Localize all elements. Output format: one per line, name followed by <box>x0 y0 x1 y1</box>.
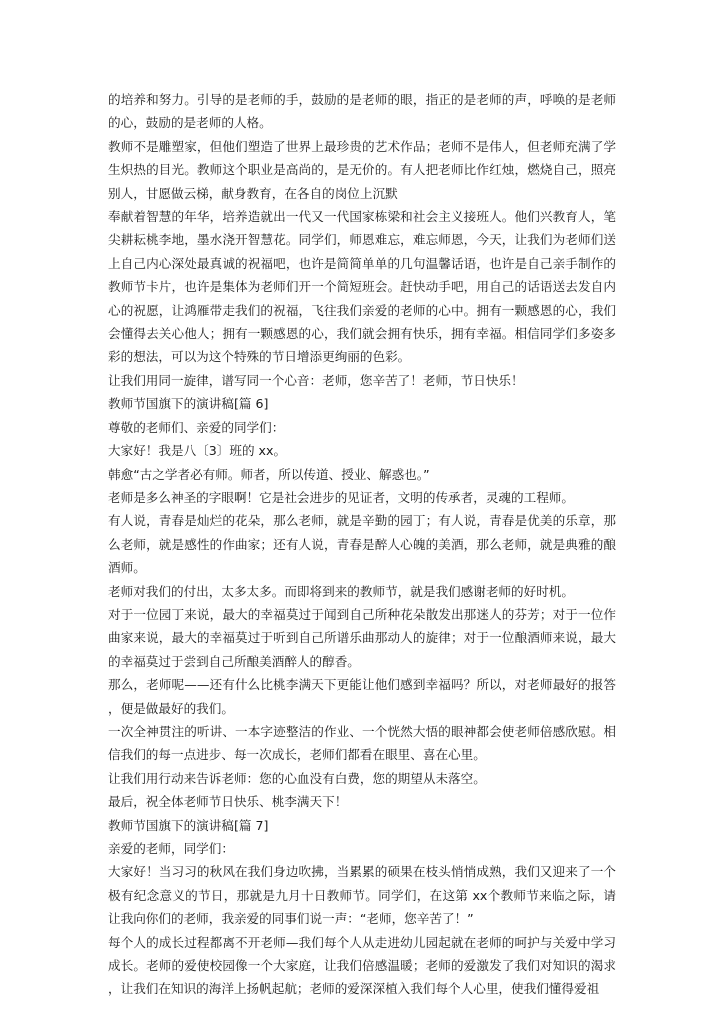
paragraph-4: 让我们用同一旋律，谱写同一个心音：老师，您辛苦了！老师，节日快乐！ <box>108 372 524 388</box>
paragraph-16: 最后，祝全体老师节日快乐、桃李满天下！ <box>108 794 348 810</box>
paragraph-12: 对于一位园丁来说，最大的幸福莫过于闻到自己所种花朵散发出那迷人的芬芳；对于一位作曲家来说，最大的幸福莫过于听到自己所谱乐曲那动人的旋律；对于一位酿酒师来说，最大的幸福莫过于尝到自己所酿美酒醉人的醇香。 <box>108 606 616 669</box>
section-heading-7: 教师节国旗下的演讲稿[篇 7] <box>108 817 269 833</box>
quote-paragraph: 韩愈“古之学者必有师。师者，所以传道、授业、解惑也。” <box>108 466 430 482</box>
paragraph-15: 让我们用行动来告诉老师：您的心血没有白费，您的期望从未落空。 <box>108 770 486 786</box>
salutation-6: 尊敬的老师们、亲爱的同学们： <box>108 419 285 435</box>
paragraph-11: 老师对我们的付出，太多太多。而即将到来的教师节，就是我们感谢老师的好时机。 <box>108 583 574 599</box>
paragraph-3: 奉献着智慧的年华，培养造就出一代又一代国家栋梁和社会主义接班人。他们兴教育人，笔尖耕耘桃李地，墨水浇开智慧花。同学们，师恩难忘，难忘师恩，今天，让我们为老师们送上自己内心深处最真诚的祝福吧，也许是简简单单的几句温馨话语，也许是自己亲手制作的教师节卡片，也许是集体为老师们开一个简短班会。赶快动手吧，用自己的话语送去发自内心的祝愿，让鸿雁带走我们的祝福，飞往我们亲爱的老师的心中。拥有一颗感恩的心，我们会懂得去关心他人；拥有一颗感恩的心，我们就会拥有快乐，拥有幸福。相信同学们多姿多彩的想法，可以为这个特殊的节日增添更绚丽的色彩。 <box>108 209 616 365</box>
paragraph-1: 的培养和努力。引导的是老师的手，鼓励的是老师的眼，指正的是老师的声，呼唤的是老师的心，鼓励的是老师的人格。 <box>108 92 616 131</box>
paragraph-14: 一次全神贯注的听讲、一本字迹整洁的作业、一个恍然大悟的眼神都会使老师倍感欣慰。相信我们的每一点进步、每一次成长，老师们都看在眼里、喜在心里。 <box>108 723 616 763</box>
paragraph-2: 教师不是雕塑家，但他们塑造了世界上最珍贵的艺术作品；老师不是伟人，但老师充满了学生炽热的目光。教师这个职业是高尚的，是无价的。有人把老师比作红烛，燃烧自己，照亮别人，甘愿做云梯，献身教育，在各自的岗位上沉默 <box>108 138 616 201</box>
paragraph-7: 大家好！我是八〔3〕班的 xx。 <box>108 443 287 459</box>
section-heading-6: 教师节国旗下的演讲稿[篇 6] <box>108 396 269 412</box>
paragraph-9: 老师是多么神圣的字眼啊！它是社会进步的见证者，文明的传承者，灵魂的工程师。 <box>108 489 574 505</box>
salutation-7: 亲爱的老师，同学们： <box>108 841 234 856</box>
paragraph-20: 每个人的成长过程都离不开老师—我们每个人从走进幼儿园起就在老师的呵护与关爱中学习成长。老师的爱使校园像一个大家庭，让我们倍感温暖；老师的爱激发了我们对知识的渴求，让我们在知识的海洋上扬帆起航；老师的爱深深植入我们每个人心里，使我们懂得爱祖 <box>108 934 616 997</box>
document-page <box>108 88 616 1001</box>
paragraph-13: 那么，老师呢——还有什么比桃李满天下更能让他们感到幸福吗？所以，对老师最好的报答，便是做最好的我们。 <box>108 677 616 716</box>
paragraph-19: 大家好！当习习的秋风在我们身边吹拂，当累累的硕果在枝头悄悄成熟，我们又迎来了一个极有纪念意义的节日，那就是九月十日教师节。同学们，在这第 xx个教师节来临之际，请让我向你们的老师，我亲爱的同事们说一声：“老师，您辛苦了！” <box>108 864 616 927</box>
paragraph-10: 有人说，青春是灿烂的花朵，那么老师，就是辛勤的园丁；有人说，青春是优美的乐章，那么老师，就是感性的作曲家；还有人说，青春是醉人心魄的美酒，那么老师，就是典雅的酿酒师。 <box>108 513 616 576</box>
